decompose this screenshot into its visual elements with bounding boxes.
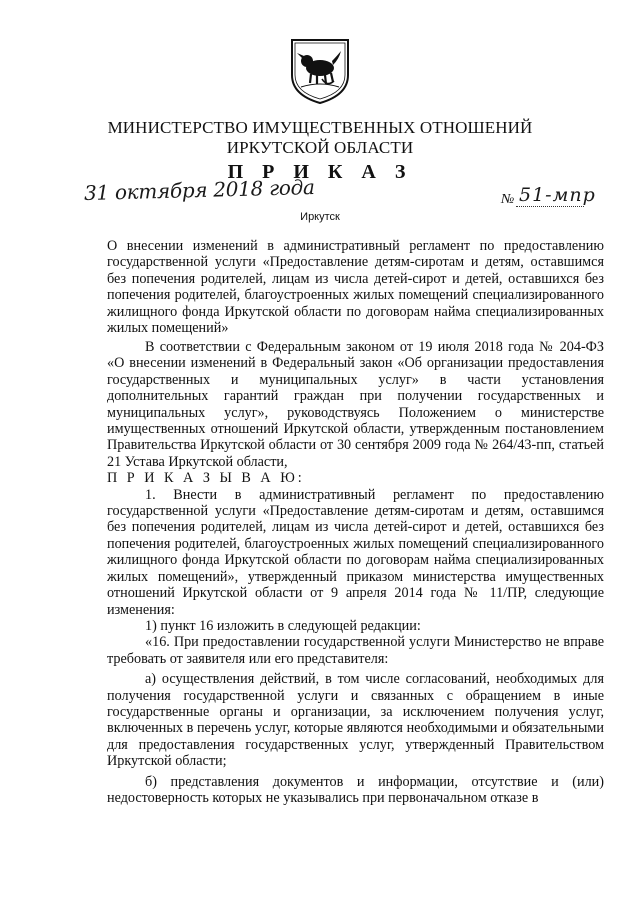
handwritten-date: 31 октября 2018 года xyxy=(83,174,315,206)
order-subject: О внесении изменений в административный регламент по предоставлению государственной услуги «Предоставление детям-сиротам и детям, оставшимся без попечения родителей, лицам из числа детей-сирот и детей, оставшихся без попечения родителей, благоустроенных жилых помещений специализированного жилищного фонда Иркутской области по договорам найма специализированных жилых помещений» xyxy=(107,238,604,337)
subitem-1: 1) пункт 16 изложить в следующей редакции: xyxy=(145,617,421,634)
preamble-paragraph: В соответствии с Федеральным законом от 19 июля 2018 года № 204-ФЗ «О внесении изменений в Федеральный закон «Об организации предоставления государственных и муниципальных услуг» в части установления дополнительных гарантий граждан при получении государственных и муниципальных услуг», руководствуясь Положением о министерстве имущественных отношений Иркутской области, утвержденным постановлением Правительства Иркутской области от 30 сентября 2009 года № 264/43-пп, статьей 21 Устава Иркутской области, xyxy=(107,339,604,470)
number-label: № xyxy=(501,192,515,207)
ministry-name xyxy=(0,118,640,158)
quote-paragraph-16: «16. При предоставлении государственной услуги Министерство не вправе требовать от заявителя или его представителя: xyxy=(107,634,604,667)
paragraph-a: а) осуществления действий, в том числе согласований, необходимых для получения государственной услуги и связанных с обращением в иные государственные органы и организации, за исключением получения услуг, включенных в перечень услуг, которые являются необходимыми и обязательными для предоставления государственных услуг, утвержденный Правительством Иркутской области; xyxy=(107,671,604,770)
city: Иркутск xyxy=(300,211,340,223)
coat-of-arms-icon xyxy=(289,37,351,105)
number-underline xyxy=(516,206,584,207)
item-1-paragraph: 1. Внести в административный регламент по предоставлению государственной услуги «Предоставление детям-сиротам и детям, оставшимся без попечения родителей, лицам из числа детей-сирот и детей, оставшихся без попечения родителей, благоустроенных жилых помещений специализированного жилищного фонда Иркутской области по договорам найма специализированных жилых помещений», утвержденный приказом министерства имущественных отношений Иркутской области от 9 апреля 2014 года № 11/ПР, следующие изменения: xyxy=(107,486,604,618)
order-body xyxy=(107,339,604,806)
ministry-line-1: МИНИСТЕРСТВО ИМУЩЕСТВЕННЫХ ОТНОШЕНИЙ xyxy=(107,118,533,137)
order-title: П Р И К А З xyxy=(227,161,413,183)
handwritten-order-number: 51-мпр xyxy=(519,184,596,206)
decree-word: П Р И К А З Ы В А Ю: xyxy=(107,470,305,487)
paragraph-b: б) представления документов и информации, отсутствие и (или) недостоверность которых не указывались при первоначальном отказе в xyxy=(107,773,604,806)
ministry-line-2: ИРКУТСКОЙ ОБЛАСТИ xyxy=(226,138,414,157)
